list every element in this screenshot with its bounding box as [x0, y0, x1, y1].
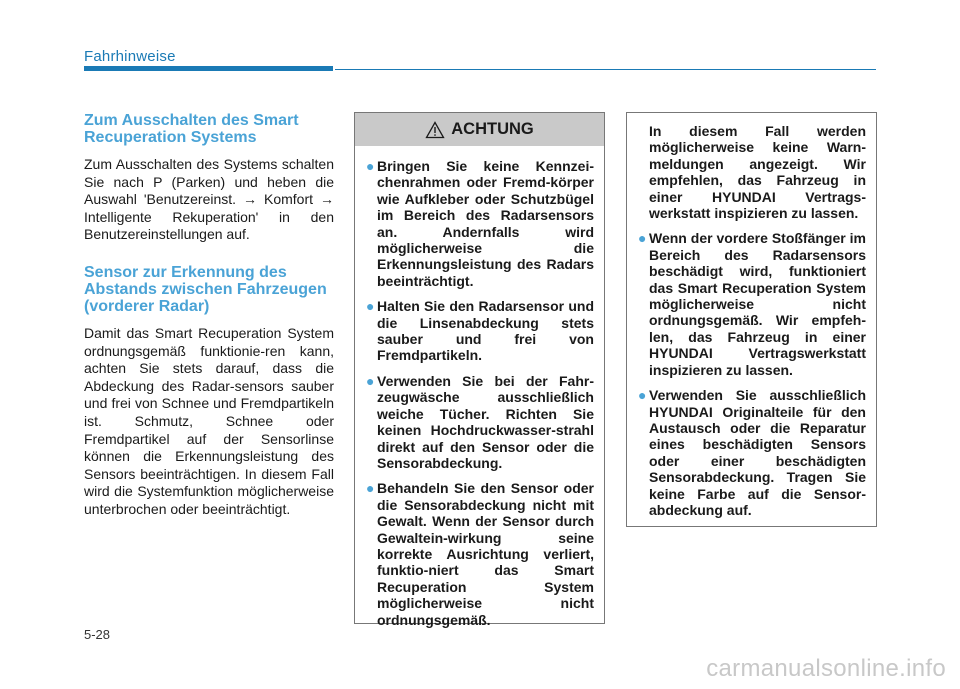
bullet-icon: ●	[366, 480, 375, 497]
paragraph-disable-system: Zum Ausschalten des Systems schalten Sie nach P (Parken) und heben die Auswahl 'Benutzereinst. → Komfort → Intelligente Rekuperation' in den Benutzereinstellungen auf.	[84, 156, 334, 243]
list-item: ● Wenn der vordere Stoßfänger im Bereich des Radarsensors beschädigt wird, funktioniert das Smart Recuperation System möglicherweise nicht ordnungsgemäß. Wir empfeh-len, das Fahrzeug in einer HYUNDAI Vertragswerkstatt inspizieren zu lassen.	[638, 230, 866, 378]
bullet-icon: ●	[366, 298, 375, 315]
left-column	[84, 112, 334, 519]
warning-list	[355, 146, 604, 628]
continuation-list	[627, 113, 876, 518]
warning-title: ACHTUNG	[451, 120, 534, 138]
paragraph-front-radar: Damit das Smart Recuperation System ordnungsgemäß funktionie-ren kann, achten Sie stets darauf, dass die Abdeckung des Radar-sensors sauber und frei von Schnee und Fremdpartikeln ist. Schmutz, Schnee oder Fremdpartikel auf der Sensorlinse können die Erkennungsleistung des Sensors beeinträchtigen. In diesem Fall wird die Systemfunktion möglicherweise unterbrochen oder beeinträchtigt.	[84, 324, 334, 517]
bullet-icon: ●	[366, 372, 375, 389]
warning-triangle-icon	[425, 121, 445, 139]
warning-continuation-box	[626, 112, 877, 527]
header-rule-thick	[84, 66, 333, 71]
continuation-lead: In diesem Fall werden möglicherweise keine Warn-meldungen angezeigt. Wir empfehlen, das Fahrzeug in einer HYUNDAI Vertrags-werkstatt inspizieren zu lassen.	[649, 123, 866, 222]
page-number: 5-28	[84, 627, 111, 642]
bullet-icon: ●	[366, 158, 375, 174]
warning-box	[354, 112, 605, 628]
list-item: ● Bringen Sie keine Kennzei-chenrahmen oder Fremd-körper wie Aufkleber oder Schutzbügel im Bereich des Radarsensors an. Andernfalls wird möglicherweise die Erkennungsleistung des Radars beeinträchtigt.	[366, 158, 594, 289]
section-title: Fahrhinweise	[84, 48, 176, 65]
bullet-icon: ●	[638, 230, 647, 247]
header-rule-thin	[335, 69, 876, 70]
list-item: ● Verwenden Sie bei der Fahr-zeugwäsche ausschließlich weiche Tücher. Richten Sie keinen Hochdruckwasser-strahl direkt auf den Sensor oder die Sensorabdeckung.	[366, 372, 594, 471]
watermark: carmanualsonline.info	[706, 655, 946, 682]
list-item: ● Halten Sie den Radarsensor und die Linsenabdeckung stets sauber und frei von Fremdpartikeln.	[366, 298, 594, 364]
bullet-icon: ●	[638, 387, 647, 404]
warning-header	[355, 113, 604, 146]
list-item: ● Behandeln Sie den Sensor oder die Sensorabdeckung nicht mit Gewalt. Wenn der Sensor durch Gewaltein-wirkung seine korrekte Ausrichtung verliert, funktio-niert das Smart Recuperation System möglicherweise nicht ordnungsgemäß.	[366, 480, 594, 628]
heading-front-radar: Sensor zur Erkennung des Abstands zwischen Fahrzeugen (vorderer Radar)	[84, 263, 327, 315]
heading-disable-system: Zum Ausschalten des Smart Recuperation Systems	[84, 112, 299, 146]
list-item: ● Verwenden Sie ausschließlich HYUNDAI Originalteile für den Austausch oder die Reparatur eines beschädigten Sensors oder einer beschädigten Sensorabdeckung. Tragen Sie keine Farbe auf die Sensor-abdeckung auf.	[638, 387, 866, 518]
